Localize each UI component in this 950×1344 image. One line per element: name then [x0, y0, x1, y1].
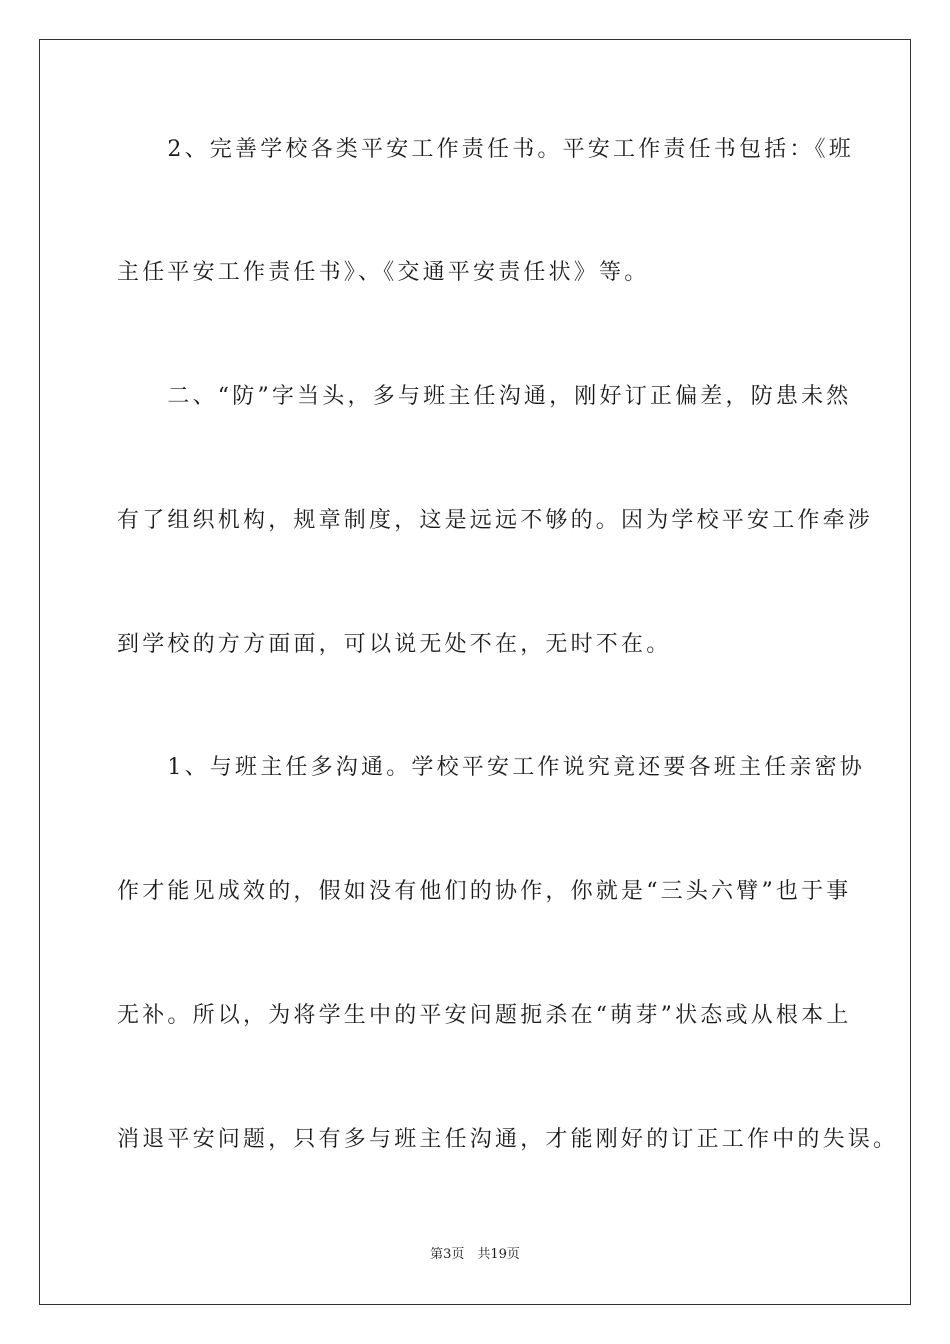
text-line: 无补。所以，为将学生中的平安问题扼杀在“萌芽”状态或从根本上	[117, 1003, 852, 1028]
text-line: 2、完善学校各类平安工作责任书。平安工作责任书包括：《班	[117, 137, 854, 162]
text-line: 主任平安工作责任书》、《交通平安责任状》等。	[117, 260, 650, 285]
text-line: 二、“防”字当头，多与班主任沟通，刚好订正偏差，防患未然	[117, 384, 852, 409]
text-line: 1、与班主任多沟通。学校平安工作说究竟还要各班主任亲密协	[117, 755, 865, 780]
text-line: 消退平安问题，只有多与班主任沟通，才能刚好的订正工作中的失误。	[117, 1127, 899, 1152]
text-line: 作才能见成效的，假如没有他们的协作，你就是“三头六臂”也于事	[117, 879, 852, 904]
text-line: 有了组织机构，规章制度，这是远远不够的。因为学校平安工作牵涉	[117, 508, 874, 533]
page-number: 第3页 共19页	[430, 1247, 520, 1262]
page-border	[39, 39, 911, 1305]
text-line: 到学校的方方面面，可以说无处不在，无时不在。	[117, 632, 672, 657]
